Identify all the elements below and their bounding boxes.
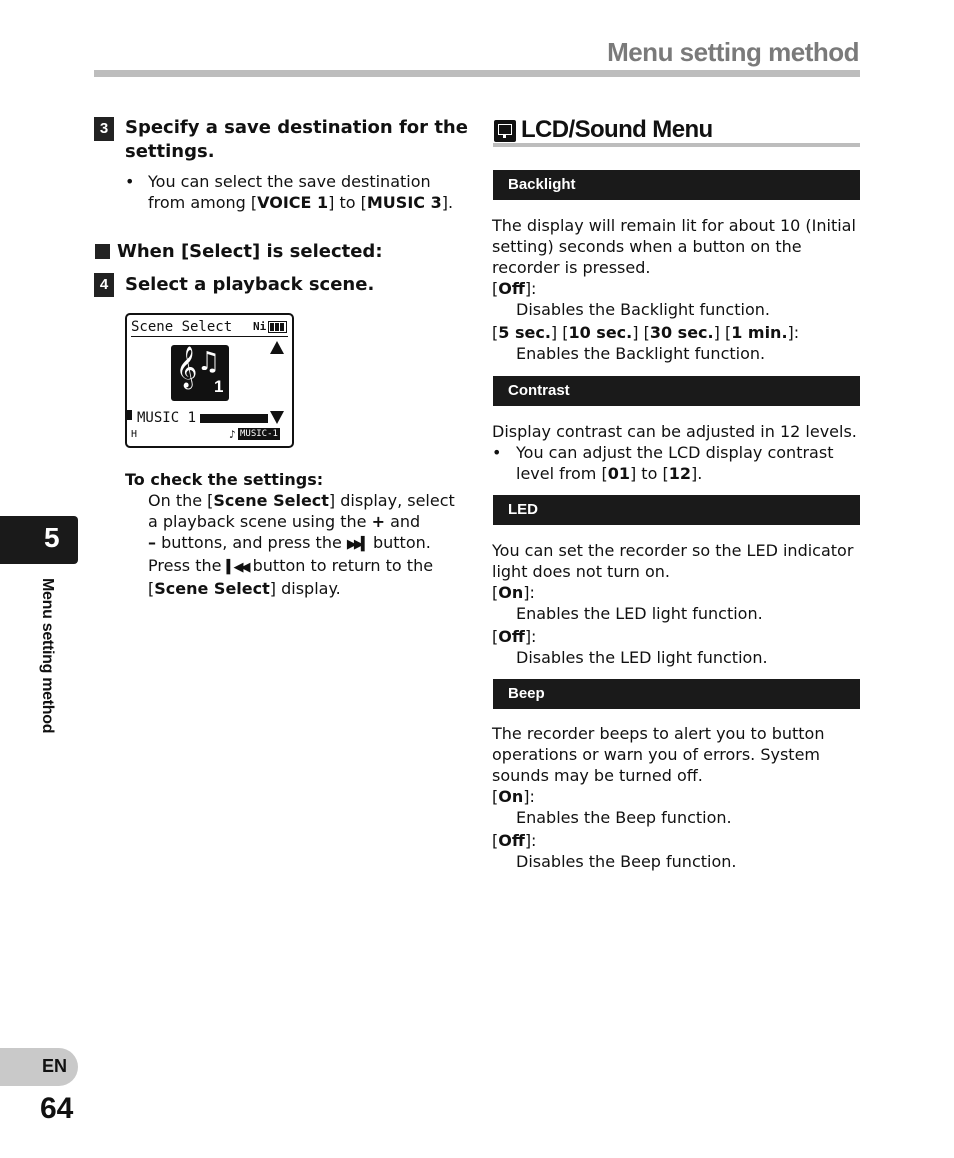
led-desc-line2: light does not turn on. (492, 562, 670, 581)
backlight-desc-line1: The display will remain lit for about 10 (Initial (492, 216, 856, 235)
chapter-tab (0, 516, 78, 564)
text: ] display. (269, 579, 341, 598)
led-off-desc: Disables the LED light function. (516, 648, 768, 667)
music-note-icon: ♪ (229, 428, 236, 441)
square-bullet-icon (95, 244, 110, 259)
backlight-desc-line2: setting) seconds when a button on the (492, 237, 802, 256)
step-3-bullet (148, 171, 468, 213)
text: a playback scene using the (148, 512, 372, 531)
beep-desc-line1: The recorder beeps to alert you to button (492, 724, 825, 743)
step-3-bullet-line2 (148, 192, 468, 213)
voice1-label: VOICE 1 (257, 193, 329, 212)
option-5sec: 5 sec. (498, 323, 551, 342)
check-line4 (148, 555, 468, 578)
page-number: 64 (40, 1092, 74, 1125)
contrast-desc (492, 421, 860, 484)
beep-desc-line3: sounds may be turned off. (492, 766, 703, 785)
when-select-heading: When [Select] is selected: (117, 241, 383, 262)
option-30sec: 30 sec. (649, 323, 714, 342)
text: ]. (441, 193, 454, 212)
beep-off-option: [Off]: (492, 831, 537, 850)
contrast-desc-line1: Display contrast can be adjusted in 12 levels. (492, 422, 857, 441)
step-3-title-line1: Specify a save destination for the (125, 117, 468, 138)
step-3-marker: 3 (94, 117, 114, 141)
beep-on-option: [On]: (492, 787, 535, 806)
play-next-icon: ▶▶▍ (346, 537, 368, 552)
header-rule (94, 70, 860, 77)
lcd-title: Scene Select (131, 319, 233, 335)
contrast-bullet (492, 442, 860, 484)
check-line2 (148, 511, 468, 532)
text: On the [ (148, 491, 214, 510)
lcd-progress-bar (200, 414, 268, 423)
option-10sec: 10 sec. (568, 323, 633, 342)
battery-icon (268, 321, 287, 333)
level-max: 12 (668, 464, 691, 483)
music3-label: MUSIC 3 (366, 193, 442, 212)
backlight-off-desc: Disables the Backlight function. (516, 300, 770, 319)
scene-select-label: Scene Select (213, 491, 329, 510)
text: from among [ (148, 193, 258, 212)
check-heading: To check the settings: (125, 470, 324, 489)
lcd-marker (127, 410, 132, 420)
backlight-heading: Backlight (508, 176, 576, 193)
step-4-marker: 4 (94, 273, 114, 297)
level-min: 01 (607, 464, 630, 483)
chapter-number: 5 (44, 522, 60, 553)
text: and (384, 512, 421, 531)
led-off-option: [Off]: (492, 627, 537, 646)
play-prev-icon: ▍◀◀ (226, 560, 248, 575)
led-desc (492, 540, 860, 668)
plus-label: + (371, 512, 385, 531)
off-label: Off (498, 627, 525, 646)
beep-on-desc: Enables the Beep function. (516, 808, 732, 827)
bullet-dot: • (492, 443, 502, 462)
lcd-mode: H (131, 429, 138, 440)
step-3-title-line2: settings. (125, 141, 215, 162)
on-label: On (498, 583, 524, 602)
text: button. (367, 533, 431, 552)
beep-desc-line2: operations or warn you of errors. System (492, 745, 821, 764)
beep-bar (493, 679, 860, 709)
check-line1 (148, 490, 468, 511)
lcd-divider (131, 336, 288, 337)
step-3-bullet-line1: You can select the save destination (148, 172, 431, 191)
notes-icon: ♫ (197, 347, 221, 377)
beep-desc (492, 723, 860, 872)
backlight-time-options: [5 sec.] [10 sec.] [30 sec.] [1 min.]: (492, 323, 800, 342)
chapter-label: Menu setting method (39, 578, 56, 734)
check-line3 (148, 532, 468, 555)
beep-off-desc: Disables the Beep function. (516, 852, 737, 871)
led-bar (493, 495, 860, 525)
page-header-title: Menu setting method (607, 37, 859, 67)
bullet-dot: • (125, 172, 135, 191)
section-rule (493, 143, 860, 147)
scene-number: 1 (214, 377, 224, 396)
check-line5 (148, 578, 468, 599)
beep-heading: Beep (508, 685, 545, 702)
led-desc-line1: You can set the recorder so the LED indicator (492, 541, 854, 560)
contrast-bar (493, 376, 860, 406)
step-3-title (125, 116, 468, 164)
led-on-option: [On]: (492, 583, 535, 602)
text: ]. (690, 464, 703, 483)
text: Press the (148, 556, 227, 575)
up-arrow-icon (270, 341, 284, 354)
contrast-bullet-line1: You can adjust the LCD display contrast (516, 443, 834, 462)
backlight-bar (493, 170, 860, 200)
off-label: Off (498, 279, 525, 298)
lcd-music-tag: MUSIC-1 (240, 429, 278, 439)
contrast-heading: Contrast (508, 382, 570, 399)
text: button to return to the (247, 556, 434, 575)
display-icon (494, 120, 516, 142)
treble-clef-icon: 𝄞 (176, 347, 198, 388)
language-label: EN (42, 1056, 68, 1076)
step-4-title: Select a playback scene. (125, 274, 375, 295)
option-1min: 1 min. (731, 323, 788, 342)
led-on-desc: Enables the LED light function. (516, 604, 763, 623)
off-label: Off (498, 831, 525, 850)
led-heading: LED (508, 501, 538, 518)
backlight-desc (492, 215, 860, 364)
lcd-battery-label: Ni (253, 320, 267, 333)
backlight-desc-line3: recorder is pressed. (492, 258, 651, 277)
text: ] display, select (328, 491, 455, 510)
scene-select-label: Scene Select (154, 579, 270, 598)
text: ] to [ (629, 464, 669, 483)
down-arrow-icon (270, 411, 284, 424)
minus-label: – (148, 533, 156, 552)
check-body (148, 490, 468, 599)
lcd-folder-name: MUSIC 1 (137, 410, 197, 426)
text: ] to [ (328, 193, 367, 212)
text: buttons, and press the (156, 533, 347, 552)
scene-music-icon (171, 345, 229, 401)
backlight-on-desc: Enables the Backlight function. (516, 344, 766, 363)
text: [ (148, 579, 155, 598)
contrast-bullet-line2 (516, 463, 860, 484)
on-label: On (498, 787, 524, 806)
backlight-off-option: [Off]: (492, 279, 537, 298)
text: level from [ (516, 464, 608, 483)
section-title: LCD/Sound Menu (521, 116, 713, 143)
